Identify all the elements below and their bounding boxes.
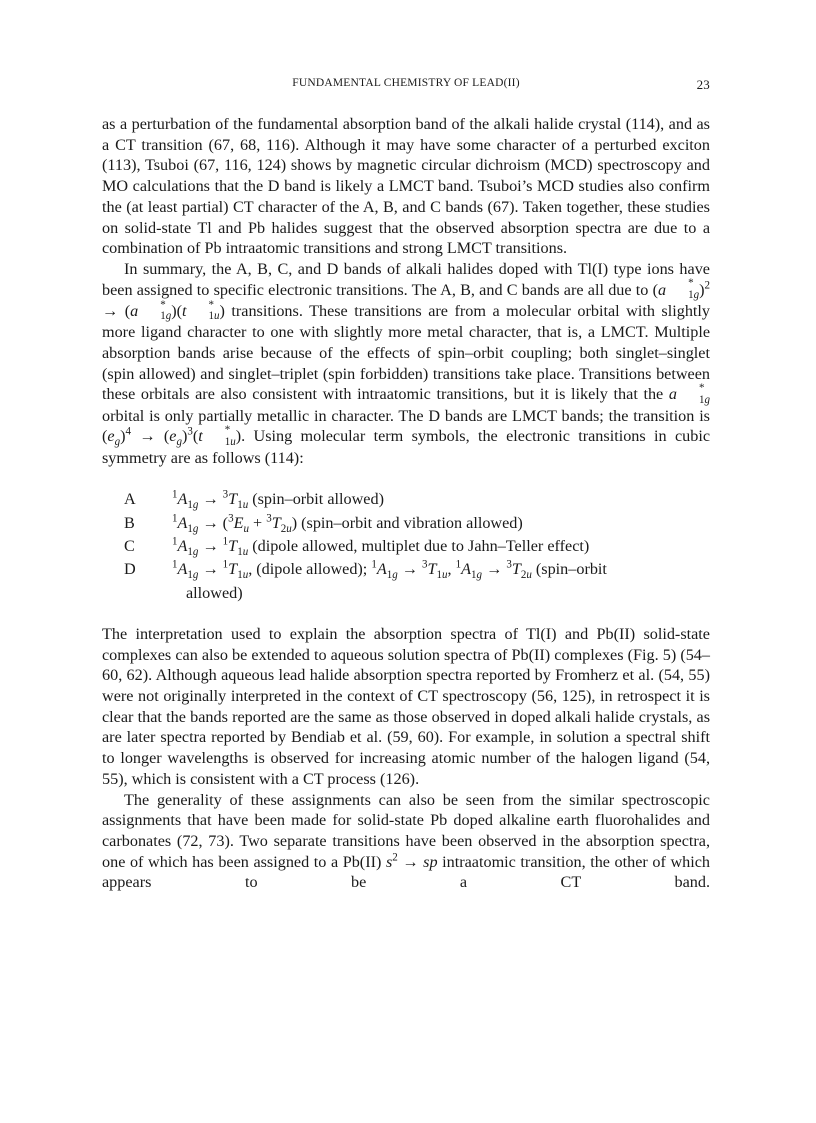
paragraph-1: as a perturbation of the fundamental absorption band of the alkali halide crystal (114), and as a CT transition (67, 68, 116). Although it may have some character of a perturbed exciton (113), Tsuboi (67, 116, 124) shows by magnetic circular dichroism (MCD) spectroscopy and MO calculations that the D band is likely a LMCT band. Tsuboi’s MCD studies also confirm the (at least partial) CT character of the A, B, and C bands (67). Taken together, these studies on solid-state Tl and Pb halides suggest that the observed absorption spectra are due to a combination of Pb intraatomic transitions and strong LMCT transitions. — [102, 115, 710, 258]
page-header — [102, 77, 710, 93]
transition-row-a: A $^1A_{1g} \to ^3T_{1u}$ (spin–orbit allowed) — [124, 489, 384, 512]
math-transition-a: $^1A_{1g} \to ^3T_{1u}$ — [172, 489, 249, 512]
math-s2-sp: $s^2$ → sp — [385, 851, 438, 871]
paragraph-4: The generality of these assignments can also be seen from the similar spectroscopic assignments that have been made for solid-state Pb doped alkaline earth fluorohalides and carbonates (72, 73). Two separate transitions have been observed in the absorption spectra, one of which has been assigned to a Pb(II) $s^2$ → sp intraatomic transition, the other of which appears to be a CT band. — [102, 790, 711, 892]
math-transition-b: $^1A_{1g} \to (^3E_u + ^3T_{2u})$ — [172, 512, 298, 535]
math-a1g-star: a * 1g — [668, 382, 710, 406]
math-eg-transition: $(e_g)^4 \to (e_g)^3(t$ * 1u) — [102, 424, 242, 449]
math-transition-d2: $^1A_{1g} \to ^3T_{1u}$, $^1A_{1g} \to ^3T_{2u}$ — [371, 558, 532, 582]
transition-row-b: B $^1A_{1g} \to (^3E_u + ^3T_{2u})$ (spin–orbit and vibration allowed) — [124, 512, 523, 535]
paragraph-3: The interpretation used to explain the absorption spectra of Tl(I) and Pb(II) solid-state complexes can also be extended to aqueous solution spectra of Pb(II) complexes (Fig. 5) (54–60, 62). Although aqueous lead halide absorption spectra reported by Fromherz et al. (54, 55) were not originally interpreted in the context of CT spectroscopy (56, 125), in retrospect it is clear that the bands reported are the same as those observed in doped alkali halide crystals, as are later spectra reported by Bendiab et al. (59, 60). For example, in solution a spectral shift to longer wavelengths is observed for increasing atomic number of the halogen ligand (54, 55), which is consistent with a CT process (126). — [102, 624, 710, 788]
math-transition-d1: $^1A_{1g} \to ^1T_{1u}$, — [172, 558, 253, 582]
math-transition-c: $^1A_{1g} \to ^1T_{1u}$ — [172, 535, 249, 559]
transition-row-c: C $^1A_{1g} \to ^1T_{1u}$ (dipole allowed, multiplet due to Jahn–Teller effect) — [124, 535, 590, 559]
paragraph-2: In summary, the A, B, C, and D bands of alkali halides doped with Tl(I) type ions have been assigned to specific electronic transitions. The A, B, and C bands are all due to (a * 1g)$^2$ → (a * 1g)(t * 1u) transitions. These transitions are from a molecular orbital with slightly more ligand character to one with slightly more metal character, that is, a LMCT. Multiple absorption bands arise because of the effects of spin–orbit coupling; both singlet–singlet (spin allowed) and singlet–triplet (spin forbidden) transitions take place. Transitions between these orbitals are also consistent with intraatomic transitions, but it is likely that the a * 1g orbital is only partially metallic in character. The D bands are LMCT bands; the transition is $(e_g)^4 \to (e_g)^3(t$ * 1u). Using molecular term symbols, the electronic transitions in cubic symmetry are as follows (114): — [102, 259, 711, 467]
running-head: FUNDAMENTAL CHEMISTRY OF LEAD(II) — [292, 77, 520, 89]
math-a1g-squared: (a * 1g)$^2$ → (a * 1g)(t * 1u) — [102, 277, 710, 323]
body-text — [102, 114, 710, 893]
transition-list — [102, 488, 710, 604]
page-number: 23 — [696, 77, 710, 92]
transition-row-d: D $^1A_{1g} \to ^1T_{1u}$, (dipole allowed); $^1A_{1g} \to ^3T_{1u}$, $^1A_{1g} \to ^3T_{2u}$ (spin–orbit allowed) — [124, 558, 607, 602]
